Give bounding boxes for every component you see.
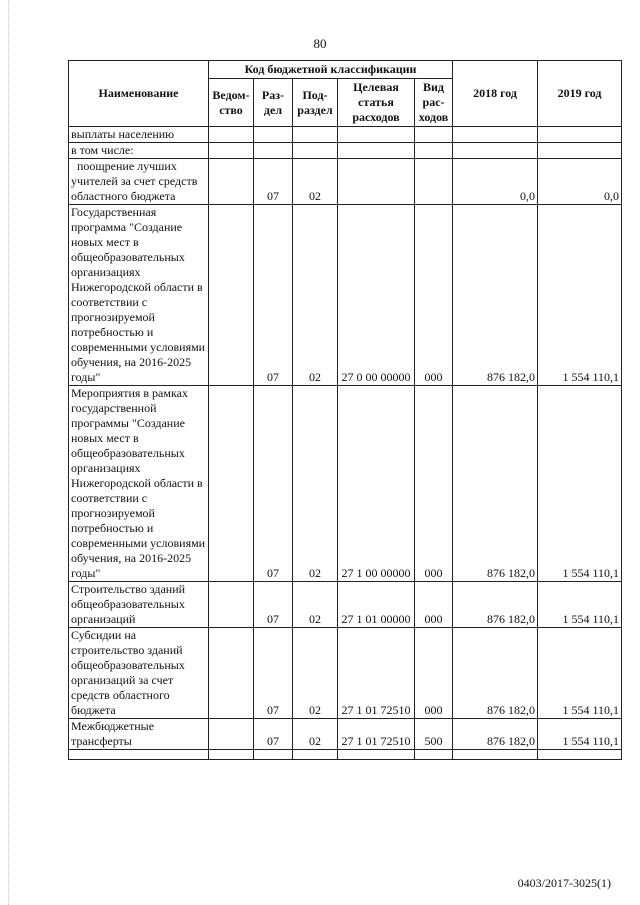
header-department: Ведом-ство	[209, 79, 254, 127]
row-name: поощрение лучших учителей за счет средств областного бюджета	[69, 159, 209, 205]
row-section: 07	[254, 159, 293, 205]
row-name: Мероприятия в рамках государственной программы "Создание новых мест в общеобразовательных организациях Нижегородской области в соответствии с прогнозируемой потребностью и современными условиями обучения, на 2016-2025 годы"	[69, 386, 209, 582]
row-target-article: 27 1 01 00000	[338, 582, 415, 628]
empty-cell	[293, 750, 338, 760]
row-expense-type	[415, 159, 453, 205]
page-number: 80	[313, 36, 327, 51]
row-year-2019: 0,0	[538, 159, 622, 205]
row-expense-type	[415, 143, 453, 159]
document-code: 0403/2017-3025(1)	[517, 876, 611, 890]
row-subsection	[293, 143, 338, 159]
row-expense-type: 000	[415, 386, 453, 582]
header-year-2018: 2018 год	[453, 61, 538, 127]
row-subsection: 02	[293, 159, 338, 205]
row-expense-type: 000	[415, 582, 453, 628]
header-expense-type: Вид рас-ходов	[415, 79, 453, 127]
empty-cell	[254, 750, 293, 760]
header-target-article: Целевая статья расходов	[338, 79, 415, 127]
empty-cell	[415, 750, 453, 760]
row-expense-type	[415, 127, 453, 143]
table-row	[69, 386, 622, 582]
row-year-2018: 876 182,0	[453, 386, 538, 582]
table-row	[69, 127, 622, 143]
row-expense-type: 500	[415, 719, 453, 750]
row-name: Субсидии на строительство зданий общеобразовательных организаций за счет средств областного бюджета	[69, 628, 209, 719]
table-row	[69, 719, 622, 750]
row-department	[209, 205, 254, 386]
row-year-2018: 0,0	[453, 159, 538, 205]
empty-cell	[453, 750, 538, 760]
row-section: 07	[254, 628, 293, 719]
empty-cell	[209, 750, 254, 760]
row-subsection: 02	[293, 205, 338, 386]
table-row	[69, 143, 622, 159]
header-budget-code: Код бюджетной классификации	[209, 61, 453, 79]
row-expense-type: 000	[415, 205, 453, 386]
row-section	[254, 143, 293, 159]
row-name: выплаты населению	[69, 127, 209, 143]
table-row	[69, 628, 622, 719]
header-section: Раз-дел	[254, 79, 293, 127]
header-name: Наименование	[69, 61, 209, 127]
row-expense-type: 000	[415, 628, 453, 719]
row-department	[209, 582, 254, 628]
row-target-article	[338, 127, 415, 143]
row-department	[209, 386, 254, 582]
row-target-article: 27 1 01 72510	[338, 628, 415, 719]
row-section: 07	[254, 386, 293, 582]
row-department	[209, 127, 254, 143]
row-target-article: 27 1 01 72510	[338, 719, 415, 750]
table-row	[69, 205, 622, 386]
empty-cell	[338, 750, 415, 760]
table-row-continuation	[69, 750, 622, 760]
row-subsection: 02	[293, 628, 338, 719]
row-section: 07	[254, 719, 293, 750]
row-year-2018	[453, 143, 538, 159]
table-row	[69, 582, 622, 628]
row-year-2018: 876 182,0	[453, 719, 538, 750]
row-year-2019: 1 554 110,1	[538, 386, 622, 582]
row-name: Строительство зданий общеобразовательных организаций	[69, 582, 209, 628]
row-year-2019	[538, 127, 622, 143]
row-name: Государственная программа "Создание новых мест в общеобразовательных организациях Нижегородской области в соответствии с прогнозируемой потребностью и современными условиями обучения, на 2016-2025 годы"	[69, 205, 209, 386]
row-subsection: 02	[293, 582, 338, 628]
row-year-2018	[453, 127, 538, 143]
row-target-article: 27 0 00 00000	[338, 205, 415, 386]
row-year-2019: 1 554 110,1	[538, 205, 622, 386]
row-department	[209, 159, 254, 205]
row-year-2018: 876 182,0	[453, 205, 538, 386]
row-department	[209, 628, 254, 719]
row-department	[209, 719, 254, 750]
page-edge-line	[8, 0, 9, 905]
empty-cell	[69, 750, 209, 760]
table-row	[69, 159, 622, 205]
row-target-article: 27 1 00 00000	[338, 386, 415, 582]
row-section: 07	[254, 205, 293, 386]
row-section	[254, 127, 293, 143]
row-year-2018: 876 182,0	[453, 628, 538, 719]
row-department	[209, 143, 254, 159]
row-target-article	[338, 159, 415, 205]
header-year-2019: 2019 год	[538, 61, 622, 127]
row-name: Межбюджетные трансферты	[69, 719, 209, 750]
row-target-article	[338, 143, 415, 159]
budget-table	[68, 60, 622, 760]
row-name: в том числе:	[69, 143, 209, 159]
header-subsection: Под-раздел	[293, 79, 338, 127]
row-subsection: 02	[293, 386, 338, 582]
row-year-2018: 876 182,0	[453, 582, 538, 628]
row-subsection	[293, 127, 338, 143]
row-year-2019	[538, 143, 622, 159]
row-section: 07	[254, 582, 293, 628]
row-year-2019: 1 554 110,1	[538, 719, 622, 750]
row-year-2019: 1 554 110,1	[538, 582, 622, 628]
empty-cell	[538, 750, 622, 760]
row-year-2019: 1 554 110,1	[538, 628, 622, 719]
row-subsection: 02	[293, 719, 338, 750]
